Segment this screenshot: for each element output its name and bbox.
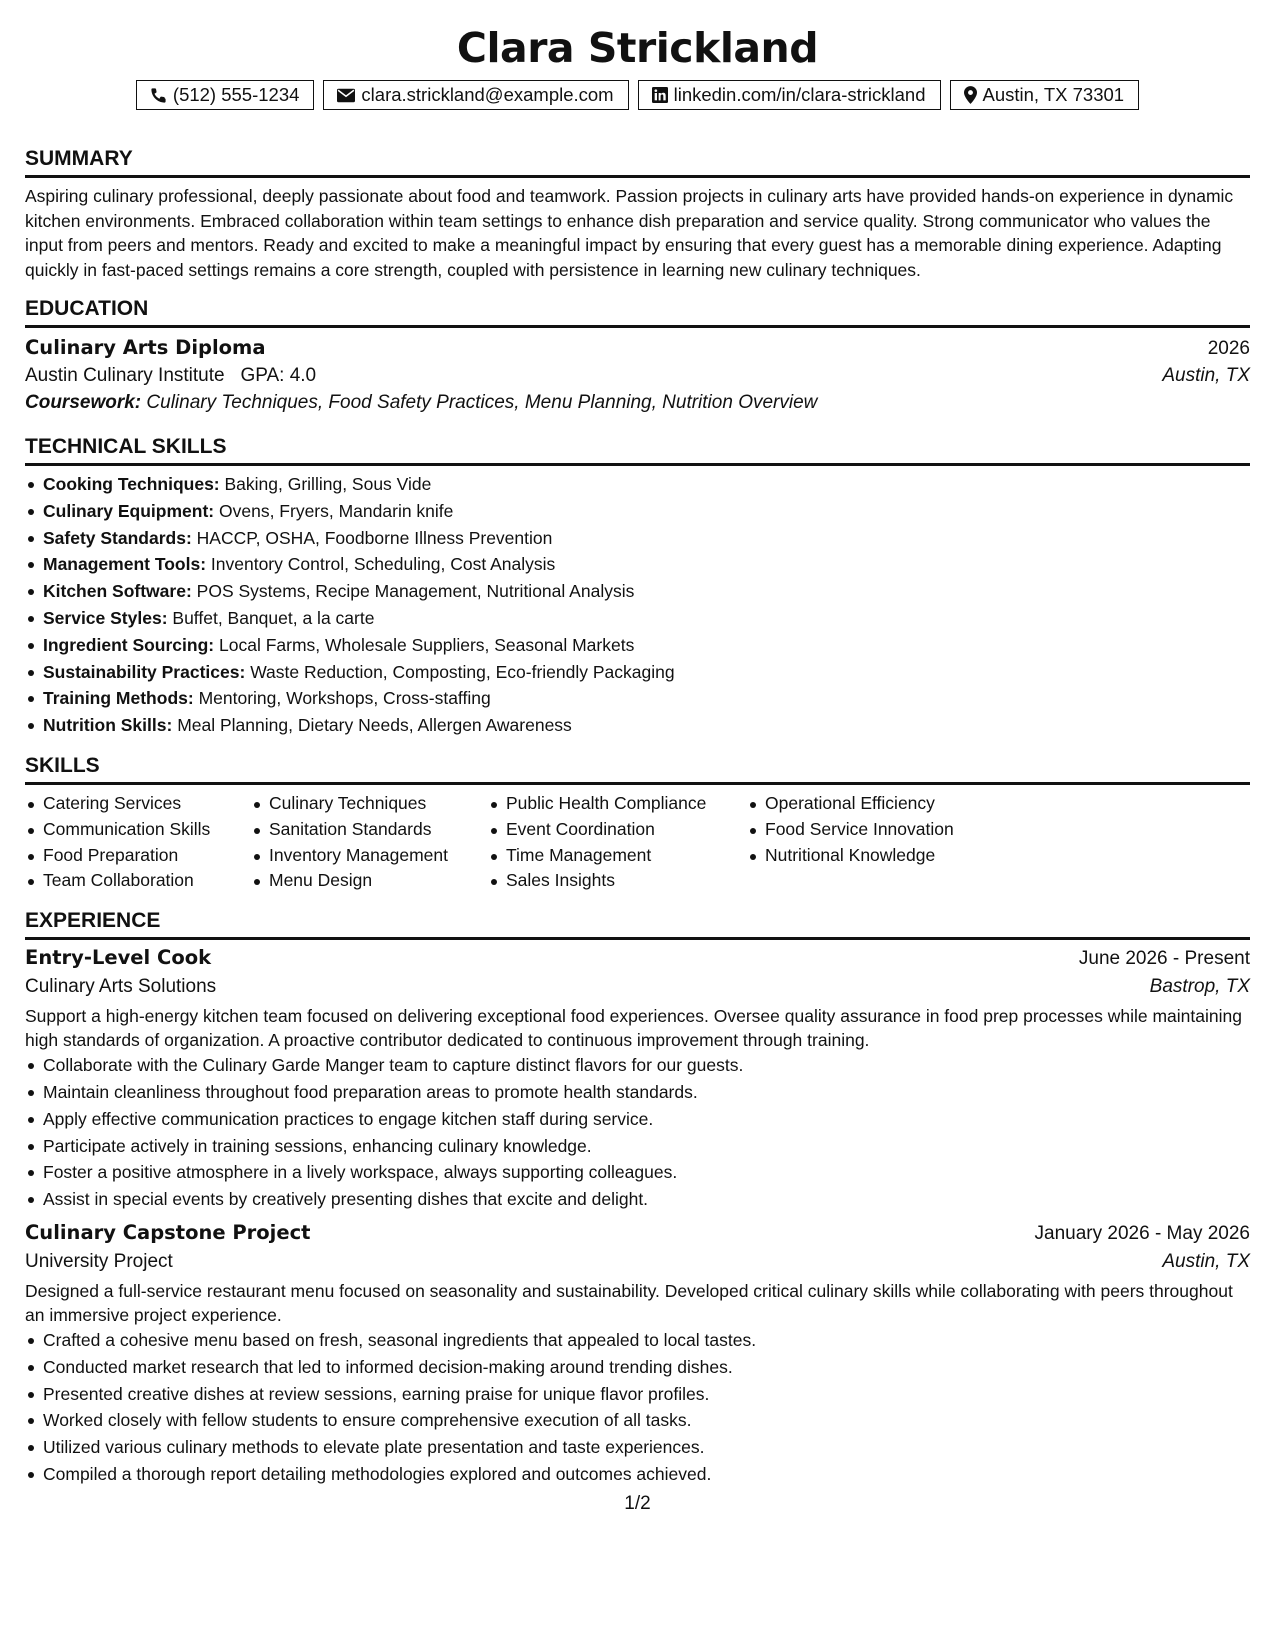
list-item: Nutritional Knowledge bbox=[747, 843, 954, 869]
skill-value: HACCP, OSHA, Foodborne Illness Prevention bbox=[196, 527, 553, 548]
linkedin-text: linkedin.com/in/clara-strickland bbox=[673, 84, 926, 105]
school-line bbox=[25, 365, 316, 387]
list-item: Sales Insights bbox=[488, 868, 747, 894]
list-item: Catering Services bbox=[25, 791, 251, 817]
skills-column bbox=[25, 791, 251, 894]
list-item: Crafted a cohesive menu based on fresh, seasonal ingredients that appealed to local tastes. bbox=[25, 1327, 1250, 1354]
map-pin-icon bbox=[964, 86, 977, 104]
experience-heading: EXPERIENCE bbox=[25, 909, 161, 933]
list-item bbox=[25, 551, 1250, 578]
list-item bbox=[25, 578, 1250, 605]
list-item: Operational Efficiency bbox=[747, 791, 954, 817]
experience-header bbox=[25, 1221, 1250, 1245]
job-location: Austin, TX bbox=[1162, 1250, 1250, 1272]
education-row-2 bbox=[25, 365, 1250, 387]
experience-section bbox=[25, 908, 1250, 1488]
list-item: Event Coordination bbox=[488, 817, 747, 843]
gpa: GPA: 4.0 bbox=[240, 365, 317, 386]
technical-skills-section bbox=[25, 434, 1250, 739]
contact-phone[interactable] bbox=[136, 80, 315, 110]
job-location: Bastrop, TX bbox=[1149, 976, 1250, 998]
organization: University Project bbox=[25, 1250, 173, 1272]
skill-label: Nutrition Skills: bbox=[43, 715, 173, 736]
education-section bbox=[25, 296, 1250, 414]
skill-value: Buffet, Banquet, a la carte bbox=[172, 607, 375, 628]
skill-value: POS Systems, Recipe Management, Nutritional Analysis bbox=[196, 581, 635, 602]
list-item: Collaborate with the Culinary Garde Manger team to capture distinct flavors for our guests. bbox=[25, 1052, 1250, 1079]
list-item: Utilized various culinary methods to elevate plate presentation and taste experiences. bbox=[25, 1434, 1250, 1461]
contact-location[interactable] bbox=[950, 80, 1140, 110]
phone-text: (512) 555-1234 bbox=[172, 84, 300, 105]
summary-section bbox=[25, 146, 1250, 282]
section-divider bbox=[25, 937, 1250, 940]
contact-bar bbox=[25, 80, 1250, 110]
list-item: Conducted market research that led to informed decision-making around trending dishes. bbox=[25, 1354, 1250, 1381]
job-title: Entry-Level Cook bbox=[25, 946, 212, 970]
skill-value: Inventory Control, Scheduling, Cost Analysis bbox=[210, 554, 556, 575]
job-dates: January 2026 - May 2026 bbox=[1034, 1222, 1250, 1244]
list-item: Team Collaboration bbox=[25, 868, 251, 894]
list-item: Presented creative dishes at review sessions, earning praise for unique flavor profiles. bbox=[25, 1381, 1250, 1408]
education-heading: EDUCATION bbox=[25, 297, 149, 320]
list-item bbox=[25, 685, 1250, 712]
list-item: Foster a positive atmosphere in a lively workspace, always supporting colleagues. bbox=[25, 1159, 1250, 1186]
list-item: Apply effective communication practices to engage kitchen staff during service. bbox=[25, 1106, 1250, 1133]
experience-subheader bbox=[25, 976, 1250, 998]
list-item: Culinary Techniques bbox=[251, 791, 488, 817]
school-location: Austin, TX bbox=[1162, 365, 1250, 386]
list-item: Inventory Management bbox=[251, 843, 488, 869]
job-description: Support a high-energy kitchen team focused on delivering exceptional food experiences. Oversee quality assurance in food prep processes while maintaining high standards of organization. A proactive contributor dedicated to continuous improvement through training. bbox=[25, 1006, 1242, 1051]
list-item: Compiled a thorough report detailing methodologies explored and outcomes achieved. bbox=[25, 1461, 1250, 1488]
list-item: Maintain cleanliness throughout food preparation areas to promote health standards. bbox=[25, 1079, 1250, 1106]
organization: Culinary Arts Solutions bbox=[25, 976, 217, 998]
job-bullets bbox=[25, 1327, 1250, 1488]
list-item: Time Management bbox=[488, 843, 747, 869]
skill-label: Service Styles: bbox=[43, 607, 168, 628]
graduation-year: 2026 bbox=[1207, 338, 1250, 359]
skill-label: Training Methods: bbox=[43, 688, 194, 709]
resume-page bbox=[25, 0, 1250, 1488]
coursework-line bbox=[25, 392, 1250, 414]
coursework-list: Culinary Techniques, Food Safety Practices, Menu Planning, Nutrition Overview bbox=[146, 392, 818, 413]
skill-label: Culinary Equipment: bbox=[43, 500, 215, 521]
candidate-name: Clara Strickland bbox=[456, 24, 819, 72]
job-dates: June 2026 - Present bbox=[1078, 948, 1250, 970]
page-number: 1/2 bbox=[624, 1493, 651, 1514]
email-text: clara.strickland@example.com bbox=[361, 84, 614, 105]
list-item bbox=[25, 659, 1250, 686]
skill-value: Ovens, Fryers, Mandarin knife bbox=[219, 500, 454, 521]
skill-label: Management Tools: bbox=[43, 554, 207, 575]
coursework-label: Coursework: bbox=[25, 392, 142, 413]
summary-heading: SUMMARY bbox=[25, 147, 133, 170]
section-divider bbox=[25, 175, 1250, 178]
skills-column bbox=[251, 791, 488, 894]
location-text: Austin, TX 73301 bbox=[982, 84, 1125, 105]
list-item bbox=[25, 605, 1250, 632]
skill-label: Cooking Techniques: bbox=[43, 474, 220, 494]
list-item: Worked closely with fellow students to ensure comprehensive execution of all tasks. bbox=[25, 1407, 1250, 1434]
list-item bbox=[25, 498, 1250, 525]
summary-text: Aspiring culinary professional, deeply passionate about food and teamwork. Passion projects in culinary arts have provided hands-on experience in dynamic kitchen environments. Embraced collaboration within team settings to enhance dish preparation and service quality. Strong communicator who values the input from peers and mentors. Ready and excited to make a meaningful impact by ensuring that every guest has a memorable dining experience. Adapting quickly in fast-paced settings remains a core strength, coupled with persistence in learning new culinary techniques. bbox=[25, 186, 1234, 280]
experience-entry bbox=[25, 1221, 1250, 1488]
section-divider bbox=[25, 325, 1250, 328]
skill-label: Kitchen Software: bbox=[43, 581, 192, 602]
linkedin-icon bbox=[652, 87, 668, 103]
experience-entry bbox=[25, 946, 1250, 1213]
skill-value: Baking, Grilling, Sous Vide bbox=[224, 474, 432, 494]
experience-header bbox=[25, 946, 1250, 970]
section-divider bbox=[25, 463, 1250, 466]
skill-label: Ingredient Sourcing: bbox=[43, 634, 215, 655]
phone-icon bbox=[150, 87, 167, 104]
technical-skills-heading: TECHNICAL SKILLS bbox=[25, 435, 227, 458]
education-row-1 bbox=[25, 336, 1250, 360]
list-item: Menu Design bbox=[251, 868, 488, 894]
skills-heading: SKILLS bbox=[25, 753, 100, 777]
job-bullets bbox=[25, 1052, 1250, 1213]
list-item: Public Health Compliance bbox=[488, 791, 747, 817]
list-item bbox=[25, 471, 1250, 498]
skills-grid bbox=[25, 791, 1250, 894]
technical-skills-list bbox=[25, 471, 1250, 739]
skill-label: Safety Standards: bbox=[43, 527, 192, 548]
job-title: Culinary Capstone Project bbox=[25, 1220, 311, 1244]
envelope-icon bbox=[337, 88, 355, 103]
list-item: Food Preparation bbox=[25, 843, 251, 869]
school-name: Austin Culinary Institute bbox=[25, 365, 225, 386]
skill-value: Meal Planning, Dietary Needs, Allergen Awareness bbox=[177, 715, 572, 736]
job-description: Designed a full-service restaurant menu focused on seasonality and sustainability. Developed critical culinary skills while collaborating with peers throughout an immersive project experience. bbox=[25, 1280, 1233, 1325]
skills-column bbox=[488, 791, 747, 894]
skill-value: Waste Reduction, Composting, Eco-friendly Packaging bbox=[250, 661, 675, 682]
degree-title: Culinary Arts Diploma bbox=[25, 336, 266, 359]
list-item bbox=[25, 712, 1250, 739]
list-item bbox=[25, 525, 1250, 552]
skill-value: Local Farms, Wholesale Suppliers, Seasonal Markets bbox=[219, 634, 635, 655]
skills-column bbox=[747, 791, 954, 894]
list-item: Sanitation Standards bbox=[251, 817, 488, 843]
contact-linkedin[interactable] bbox=[638, 80, 941, 110]
list-item: Participate actively in training sessions, enhancing culinary knowledge. bbox=[25, 1133, 1250, 1160]
experience-subheader bbox=[25, 1251, 1250, 1273]
list-item bbox=[25, 632, 1250, 659]
skill-label: Sustainability Practices: bbox=[43, 661, 246, 682]
list-item: Assist in special events by creatively presenting dishes that excite and delight. bbox=[25, 1186, 1250, 1213]
list-item: Communication Skills bbox=[25, 817, 251, 843]
contact-email[interactable] bbox=[323, 80, 628, 110]
skills-section bbox=[25, 753, 1250, 894]
section-divider bbox=[25, 782, 1250, 785]
skill-value: Mentoring, Workshops, Cross-staffing bbox=[198, 688, 491, 709]
list-item: Food Service Innovation bbox=[747, 817, 954, 843]
